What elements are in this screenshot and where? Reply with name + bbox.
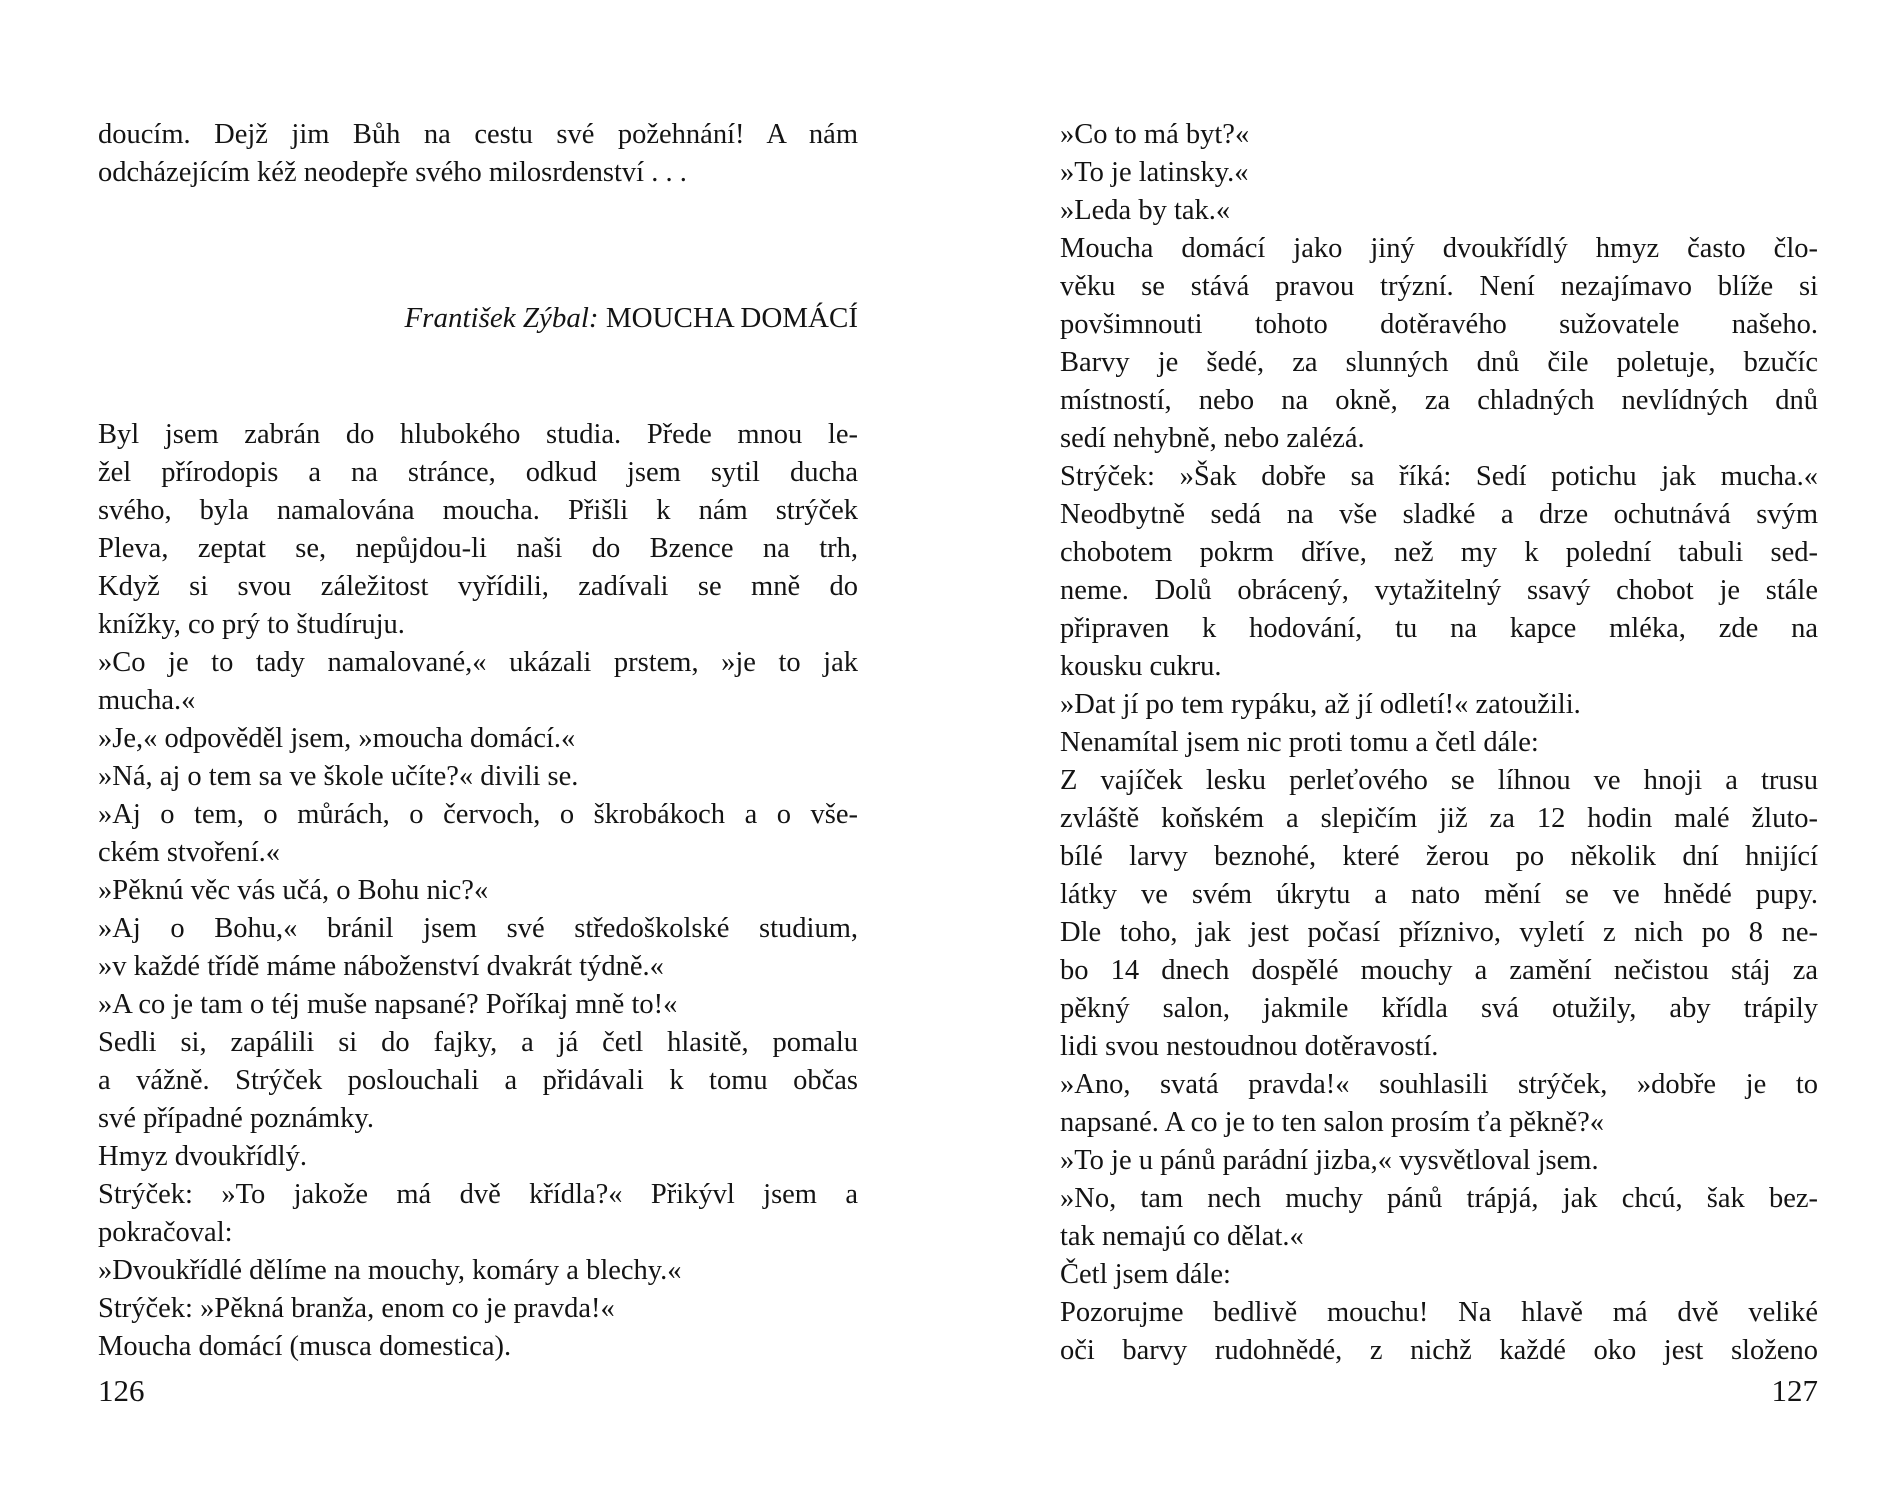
text-line: Moucha domácí (musca domestica). [98, 1331, 512, 1362]
text-line: své případné poznámky. [98, 1103, 374, 1134]
text-line: pokračoval: [98, 1217, 233, 1248]
text-line: Barvy je šedé, za slunných dnů čile poletuje, bzučíc [1060, 347, 1818, 378]
text-line: »Ná, aj o tem sa ve škole učíte?« divili se. [98, 761, 579, 792]
text-line: »Pěknú věc vás učá, o Bohu nic?« [98, 875, 489, 906]
text-line: a vážně. Strýček poslouchali a přidávali k tomu občas [98, 1065, 858, 1096]
text-line: »To je latinsky.« [1060, 157, 1249, 188]
story-heading [98, 302, 858, 335]
text-line: tak nemajú co dělat.« [1060, 1221, 1304, 1252]
left-top-text [98, 116, 858, 192]
text-line: chobotem pokrm dříve, než my k polední tabuli sed- [1060, 537, 1818, 568]
left-body-text [98, 416, 858, 1366]
text-line: pěkný salon, jakmile křídla svá otužily, aby trápily [1060, 993, 1818, 1024]
text-line: Strýček: »Šak dobře sa říká: Sedí potichu jak mucha.« [1060, 461, 1818, 492]
text-line: Hmyz dvoukřídlý. [98, 1141, 307, 1172]
page-number: 127 [1771, 1373, 1818, 1408]
right-body-text [1060, 116, 1818, 1370]
text-line: oči barvy rudohnědé, z nichž každé oko jest složeno [1060, 1335, 1818, 1366]
text-line: látky ve svém úkrytu a nato mění se ve hnědé pupy. [1060, 879, 1818, 910]
text-line: knížky, co prý to študíruju. [98, 609, 405, 640]
text-line: lidi svou nestoudnou dotěravostí. [1060, 1031, 1439, 1062]
text-line: »v každé třídě máme náboženství dvakrát týdně.« [98, 951, 664, 982]
text-line: Z vajíček lesku perleťového se líhnou ve hnoji a trusu [1060, 765, 1818, 796]
text-line: »Je,« odpověděl jsem, »moucha domácí.« [98, 723, 576, 754]
text-line: mucha.« [98, 685, 196, 716]
text-line: Neodbytně sedá na vše sladké a drze ochutnává svým [1060, 499, 1818, 530]
text-line: místností, nebo na okně, za chladných nevlídných dnů [1060, 385, 1818, 416]
text-line: Nenamítal jsem nic proti tomu a četl dále: [1060, 727, 1539, 758]
right-page [1060, 0, 1818, 1500]
text-line: »No, tam nech muchy pánů trápjá, jak chcú, šak bez- [1060, 1183, 1818, 1214]
text-line: »Co to má byt?« [1060, 119, 1250, 150]
story-title: MOUCHA DOMÁCÍ [605, 302, 858, 334]
text-line: připraven k hodování, tu na kapce mléka, zde na [1060, 613, 1818, 644]
text-line: žel přírodopis a na stránce, odkud jsem sytil ducha [98, 457, 858, 488]
text-line: Strýček: »To jakože má dvě křídla?« Přikývl jsem a [98, 1179, 858, 1210]
text-line: »A co je tam o téj muše napsané? Poříkaj mně to!« [98, 989, 678, 1020]
text-line: »Aj o Bohu,« bránil jsem své středoškolské studium, [98, 913, 858, 944]
text-line: zvláště koňském a slepičím již za 12 hodin malé žluto- [1060, 803, 1818, 834]
text-line: Pleva, zeptat se, nepůjdou-li naši do Bzence na trh, [98, 533, 858, 564]
text-line: »To je u pánů parádní jizba,« vysvětloval jsem. [1060, 1145, 1599, 1176]
left-page [98, 0, 858, 1500]
text-line: bílé larvy beznohé, které žerou po několik dní hnijící [1060, 841, 1818, 872]
text-line: »Aj o tem, o můrách, o červoch, o škrobákoch a o vše- [98, 799, 858, 830]
text-line: Sedli si, zapálili si do fajky, a já četl hlasitě, pomalu [98, 1027, 858, 1058]
text-line: »Dat jí po tem rypáku, až jí odletí!« zatoužili. [1060, 689, 1581, 720]
text-line: Když si svou záležitost vyřídili, zadívali se mně do [98, 571, 858, 602]
text-line: napsané. A co je to ten salon prosím ťa pěkně?« [1060, 1107, 1605, 1138]
text-line: »Dvoukřídlé dělíme na mouchy, komáry a blechy.« [98, 1255, 682, 1286]
text-line: kousku cukru. [1060, 651, 1222, 682]
text-line: doucím. Dejž jim Bůh na cestu své požehnání! A nám [98, 119, 858, 150]
page-number: 126 [98, 1373, 145, 1408]
story-author: František Zýbal: [404, 302, 599, 334]
text-line: svého, byla namalována moucha. Přišli k nám strýček [98, 495, 858, 526]
text-line: Dle toho, jak jest počasí příznivo, vyletí z nich po 8 ne- [1060, 917, 1818, 948]
text-line: Četl jsem dále: [1060, 1259, 1231, 1290]
text-line: sedí nehybně, nebo zalézá. [1060, 423, 1365, 454]
text-line: »Ano, svatá pravda!« souhlasili strýček, »dobře je to [1060, 1069, 1818, 1100]
text-line: povšimnouti tohoto dotěravého sužovatele našeho. [1060, 309, 1818, 340]
text-line: »Co je to tady namalované,« ukázali prstem, »je to jak [98, 647, 858, 678]
text-line: Strýček: »Pěkná branža, enom co je pravda!« [98, 1293, 615, 1324]
text-line: Moucha domácí jako jiný dvoukřídlý hmyz často člo- [1060, 233, 1818, 264]
text-line: Byl jsem zabrán do hlubokého studia. Přede mnou le- [98, 419, 858, 450]
text-line: »Leda by tak.« [1060, 195, 1231, 226]
text-line: Pozorujme bedlivě mouchu! Na hlavě má dvě veliké [1060, 1297, 1818, 1328]
text-line: bo 14 dnech dospělé mouchy a zamění nečistou stáj za [1060, 955, 1818, 986]
text-line: věku se stává pravou trýzní. Není nezajímavo blíže si [1060, 271, 1818, 302]
text-line: ckém stvoření.« [98, 837, 281, 868]
text-line: neme. Dolů obrácený, vytažitelný ssavý chobot je stále [1060, 575, 1818, 606]
text-line: odcházejícím kéž neodepře svého milosrdenství . . . [98, 157, 687, 188]
